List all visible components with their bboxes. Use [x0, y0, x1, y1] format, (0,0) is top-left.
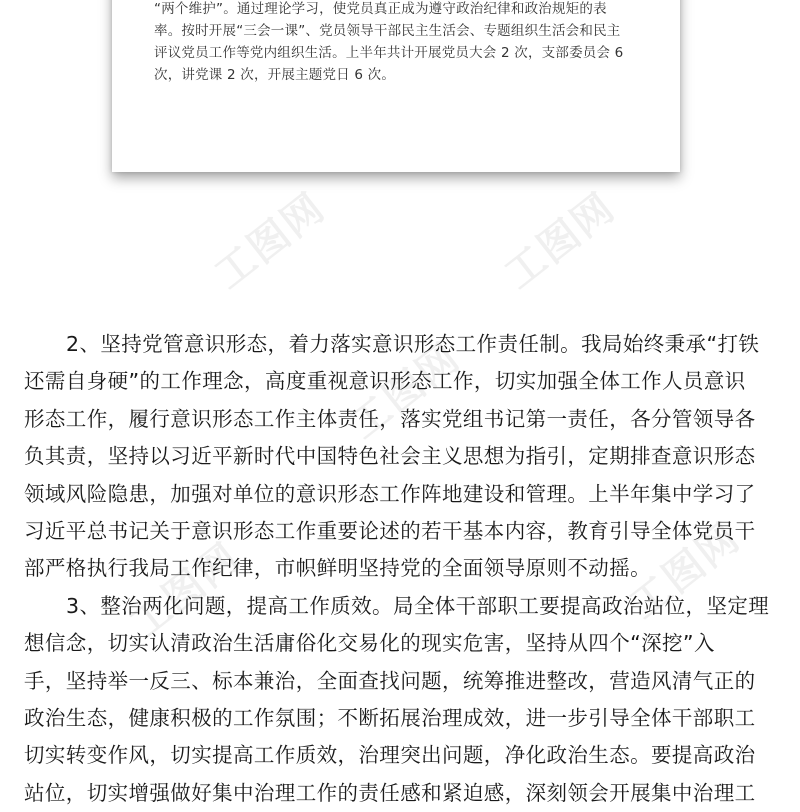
paragraph-line: 负其责，坚持以习近平新时代中国特色社会主义思想为指引，定期排查意识形态 [24, 444, 756, 469]
watermark: 工图网 [621, 514, 749, 629]
card-line: 评议党员工作等党内组织生活。上半年共计开展党员大会 2 次，支部委员会 6 [154, 45, 624, 61]
card-text [154, 0, 654, 86]
paragraph-line: 政治生态，健康积极的工作氛围；不断拓展治理成效，进一步引导全体干部职工 [24, 706, 756, 731]
paragraph-line: 领域风险隐患，加强对单位的意识形态工作阵地建设和管理。上半年集中学习了 [24, 481, 756, 506]
watermark: 工图网 [206, 184, 334, 299]
card-line: 次，讲党课 2 次，开展主题党日 6 次。 [154, 67, 396, 83]
paragraph-2 [24, 326, 780, 588]
card-line: 率。按时开展“三会一课”、党员领导干部民主生活会、专题组织生活会和民主 [154, 23, 621, 39]
paragraph-line: 形态工作，履行意识形态工作主体责任，落实党组书记第一责任，各分管领导各 [24, 406, 756, 431]
paragraph-line: 切实转变作风，切实提高工作质效，治理突出问题，净化政治生态。要提高政治 [24, 743, 756, 768]
paragraph-line: 站位，切实增强做好集中治理工作的责任感和紧迫感，深刻领会开展集中治理工 [24, 780, 756, 805]
document-body [24, 326, 780, 812]
card-line: “两个维护”。通过理论学习，使党员真正成为遵守政治纪律和政治规矩的表 [154, 1, 607, 17]
watermark: 工图网 [121, 534, 249, 649]
paragraph-line: 手，坚持举一反三、标本兼治，全面查找问题，统筹推进整改，营造风清气正的 [24, 668, 756, 693]
watermark: 工图网 [341, 334, 469, 449]
preview-card [112, 0, 680, 172]
paragraph-line: 想信念，切实认清政治生活庸俗化交易化的现实危害，坚持从四个“深挖”入 [24, 631, 715, 656]
paragraph-line: 3、整治两化问题，提高工作质效。局全体干部职工要提高政治站位，坚定理 [66, 593, 770, 618]
paragraph-line: 2、坚持党管意识形态，着力落实意识形态工作责任制。我局始终秉承“打铁 [66, 332, 760, 356]
paragraph-3 [24, 588, 780, 812]
paragraph-line: 还需自身硬”的工作理念，高度重视意识形态工作，切实加强全体工作人员意识 [24, 369, 746, 394]
paragraph-line: 部严格执行我局工作纪律，市帜鲜明坚持党的全面领导原则不动摇。 [24, 556, 651, 581]
paragraph-line: 习近平总书记关于意识形态工作重要论述的若干基本内容，教育引导全体党员干 [24, 519, 756, 544]
watermark: 工图网 [496, 184, 624, 299]
